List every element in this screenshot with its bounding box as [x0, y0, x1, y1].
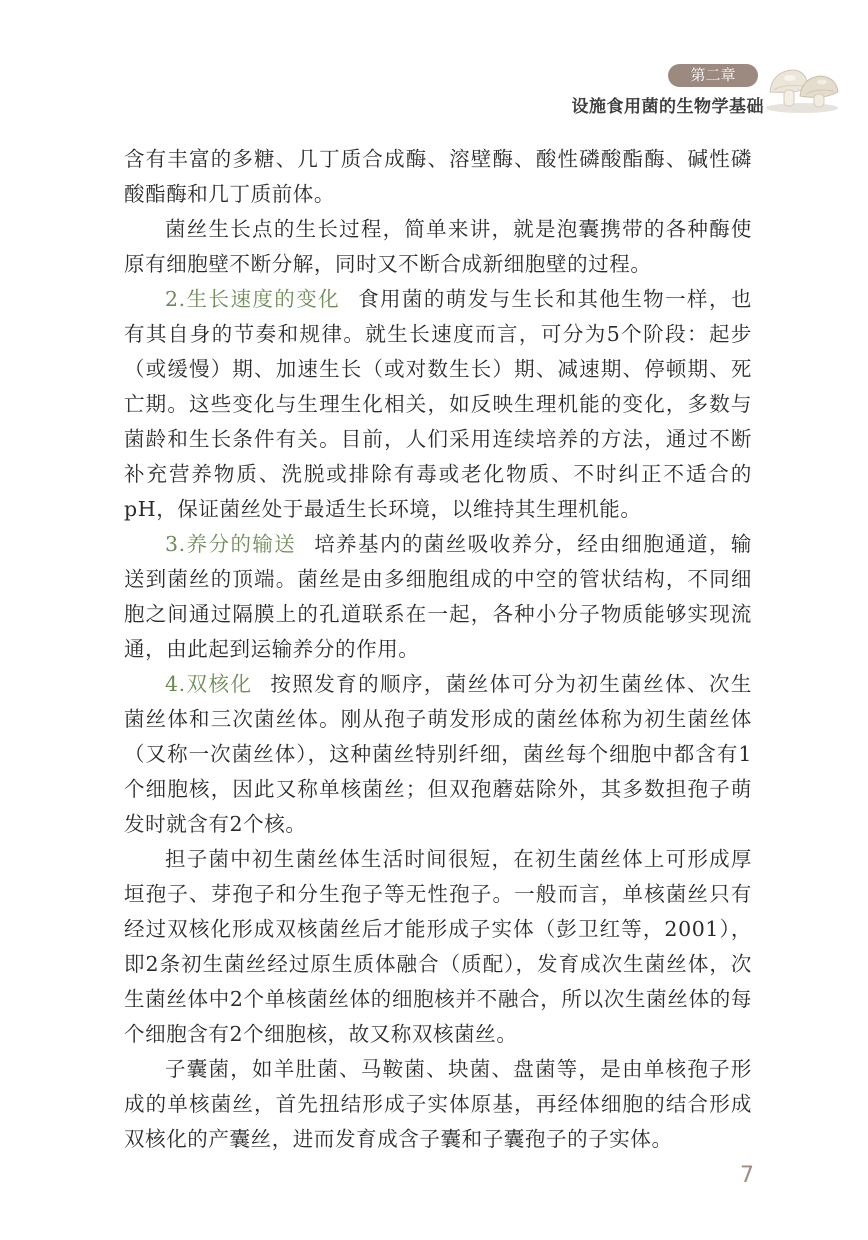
mushroom-icon: [762, 62, 842, 114]
section-heading-nutrient-transport: 3.养分的输送: [165, 532, 297, 556]
section-heading-dikaryotization: 4.双核化: [165, 672, 253, 696]
chapter-badge: 第二章: [668, 64, 758, 87]
paragraph-basidiomycetes: 担子菌中初生菌丝体生活时间很短，在初生菌丝体上可形成厚垣孢子、芽孢子和分生孢子等无性孢子。一般而言，单核菌丝只有经过双核化形成双核菌丝后才能形成子实体（彭卫红等，2001），即2条初生菌丝经过原生质体融合（质配），发育成次生菌丝体，次生菌丝体中2个单核菌丝体的细胞核并不融合，所以次生菌丝体的每个细胞含有2个细胞核，故又称双核菌丝。: [124, 847, 752, 1046]
running-header: [504, 62, 764, 122]
paragraph-ascomycetes: 子囊菌，如羊肚菌、马鞍菌、块菌、盘菌等，是由单核孢子形成的单核菌丝，首先扭结形成子实体原基，再经体细胞的结合形成双核化的产囊丝，进而发育成含子囊和子囊孢子的子实体。: [124, 1057, 752, 1151]
page-number: 7: [740, 1163, 754, 1188]
paragraph-dikaryotization: [124, 667, 752, 842]
paragraph-nutrient-transport: [124, 527, 752, 667]
section-heading-growth-speed: 2.生长速度的变化: [165, 287, 341, 311]
paragraph-text: 培养基内的菌丝吸收养分，经由细胞通道，输送到菌丝的顶端。菌丝是由多细胞组成的中空的管状结构，不同细胞之间通过隔膜上的孔道联系在一起，各种小分子物质能够实现流通，由此起到运输养分的作用。: [124, 532, 753, 661]
paragraph-text: 按照发育的顺序，菌丝体可分为初生菌丝体、次生菌丝体和三次菌丝体。刚从孢子萌发形成的菌丝体称为初生菌丝体（又称一次菌丝体），这种菌丝特别纤细，菌丝每个细胞中都含有1个细胞核，因此又称单核菌丝；但双孢蘑菇除外，其多数担孢子萌发时就含有2个核。: [124, 672, 753, 836]
paragraph-growth-speed: [124, 282, 752, 527]
paragraph-growth-point: 菌丝生长点的生长过程，简单来讲，就是泡囊携带的各种酶使原有细胞壁不断分解，同时又不断合成新细胞壁的过程。: [124, 217, 752, 276]
paragraph-enzymes: 含有丰富的多糖、几丁质合成酶、溶壁酶、酸性磷酸酯酶、碱性磷酸酯酶和几丁质前体。: [124, 147, 752, 206]
paragraph-text: 食用菌的萌发与生长和其他生物一样，也有其自身的节奏和规律。就生长速度而言，可分为5个阶段：起步（或缓慢）期、加速生长（或对数生长）期、减速期、停顿期、死亡期。这些变化与生理生化相关，如反映生理机能的变化，多数与菌龄和生长条件有关。目前，人们采用连续培养的方法，通过不断补充营养物质、洗脱或排除有毒或老化物质、不时纠正不适合的pH，保证菌丝处于最适生长环境，以维持其生理机能。: [124, 287, 752, 521]
chapter-title: 设施食用菌的生物学基础: [571, 97, 764, 117]
page-body: [124, 142, 752, 1157]
